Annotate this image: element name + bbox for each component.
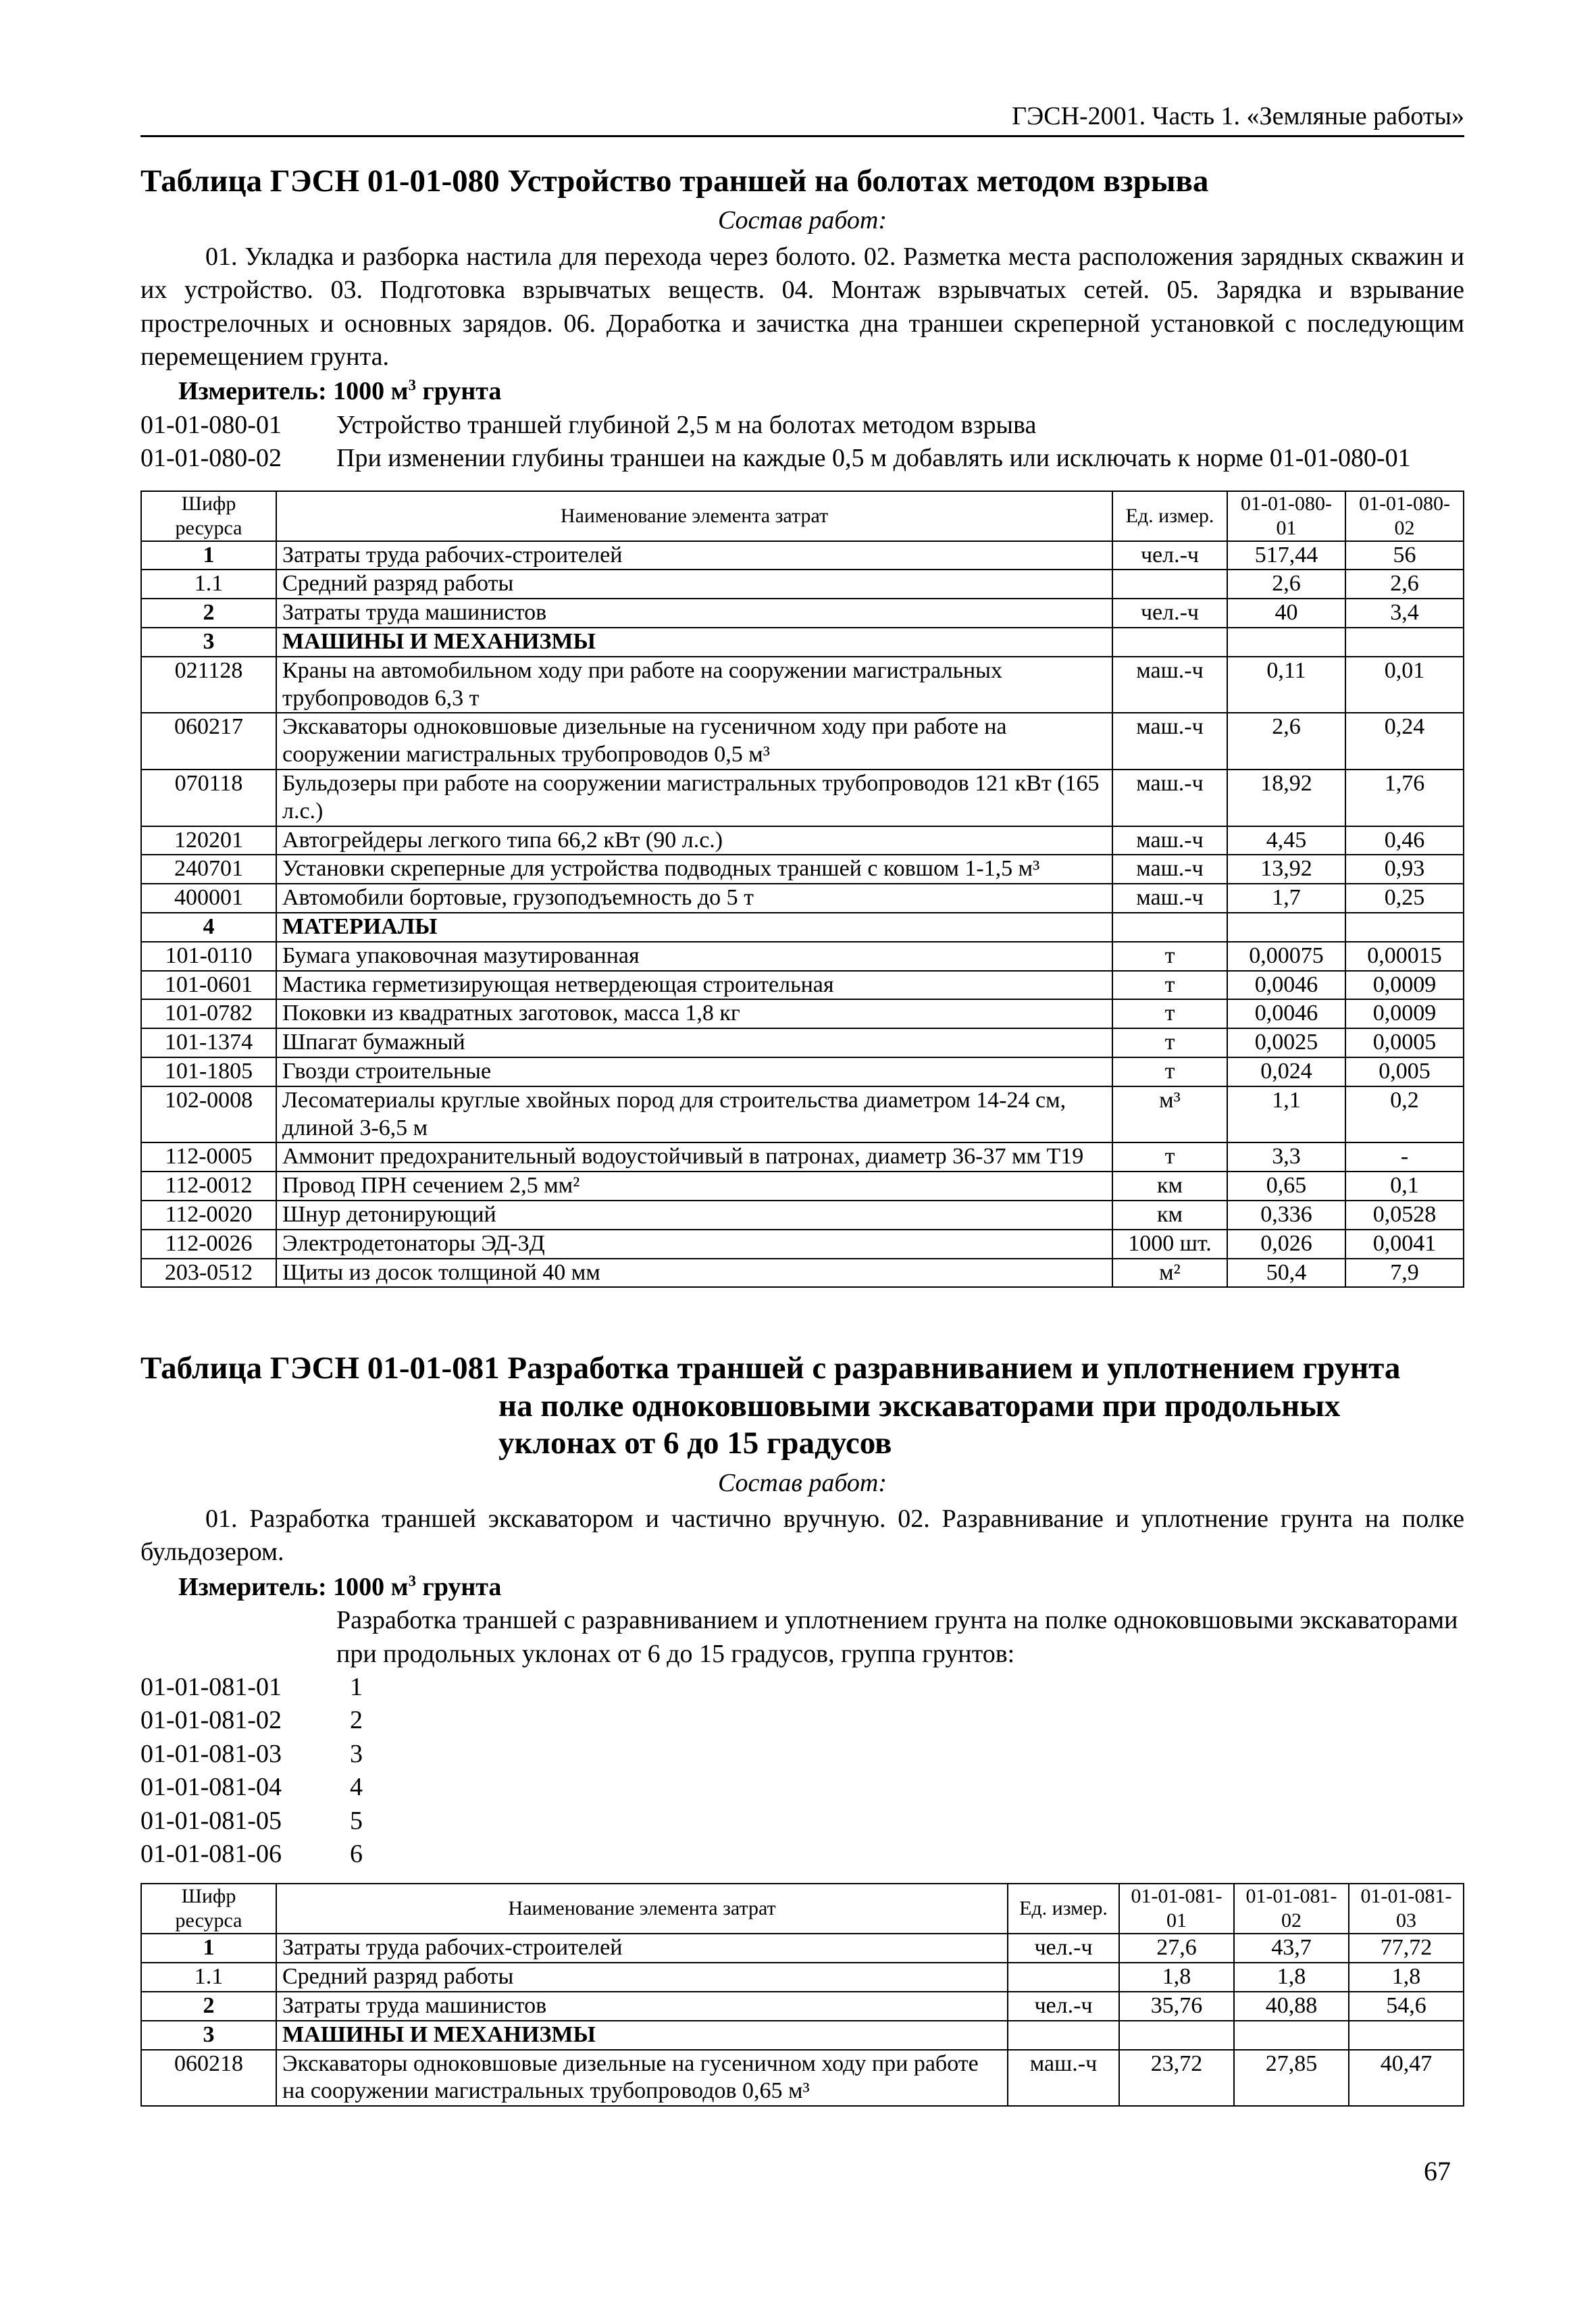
cell-name: Лесоматериалы круглые хвойных пород для строительства диаметром 14-24 см, длиной 3-6,5 м xyxy=(276,1086,1112,1143)
norm-code: 01-01-081-06 xyxy=(140,1839,282,1868)
cell-name: Провод ПРН сечением 2,5 мм² xyxy=(276,1172,1112,1201)
table2-title-line1: Таблица ГЭСН 01-01-081 Разработка траншей с разравниванием и уплотнением грунта xyxy=(140,1351,1401,1386)
table1-composition-text: 01. Укладка и разборка настила для перехода через болото. 02. Разметка места расположения зарядных скважин и их устройство. 03. Подготовка взрывчатых веществ. 04. Монтаж взрывчатых сетей. 05. Зарядка и взрывание прострелочных и основных зарядов. 06. Доработка и зачистка дна траншеи скреперной установкой с последующим перемещением грунта. xyxy=(140,242,1464,372)
cell-unit: т xyxy=(1112,942,1227,971)
table-row xyxy=(141,1172,1464,1201)
soil-group: 1 xyxy=(350,1673,363,1701)
cell-value: 77,72 xyxy=(1349,1934,1464,1963)
table2-meter-tail: грунта xyxy=(415,1572,502,1601)
cell-name: Шпагат бумажный xyxy=(276,1028,1112,1057)
soil-group: 6 xyxy=(350,1839,363,1868)
norm-code: 01-01-081-01 xyxy=(140,1673,282,1701)
cell-name: Бумага упаковочная мазутированная xyxy=(276,942,1112,971)
cell-value xyxy=(1227,628,1345,657)
soil-group: 2 xyxy=(350,1706,363,1735)
table1-body xyxy=(141,541,1464,1288)
cell-value: 27,85 xyxy=(1234,2050,1349,2107)
table-row xyxy=(141,1963,1464,1992)
cell-code: 060217 xyxy=(141,713,276,770)
cell-unit: маш.-ч xyxy=(1112,770,1227,826)
norm-code: 01-01-081-02 xyxy=(140,1706,282,1735)
page-number: 67 xyxy=(1424,2156,1451,2186)
cell-value: 0,026 xyxy=(1227,1230,1345,1259)
cell-value xyxy=(1345,913,1464,942)
cell-code: 1.1 xyxy=(141,570,276,599)
cell-code: 070118 xyxy=(141,770,276,826)
norm-description: При изменении глубины траншеи на каждые 0,5 м добавлять или исключать к норме 01-01-080-01 xyxy=(336,444,1411,473)
cell-unit: маш.-ч xyxy=(1112,713,1227,770)
norm-code: 01-01-081-04 xyxy=(140,1773,282,1802)
cell-value: 0,0041 xyxy=(1345,1230,1464,1259)
table-row xyxy=(141,628,1464,657)
cell-name: Автомобили бортовые, грузоподъемность до 5 т xyxy=(276,884,1112,913)
header-unit: Ед. измер. xyxy=(1008,1884,1119,1934)
table2-code-list xyxy=(140,1671,1464,1871)
cell-name: Электродетонаторы ЭД-3Д xyxy=(276,1230,1112,1259)
table1-norms xyxy=(140,491,1464,1288)
cell-unit: м³ xyxy=(1112,1086,1227,1143)
cell-code: 1 xyxy=(141,1934,276,1963)
cell-unit: чел.-ч xyxy=(1008,1934,1119,1963)
cell-value: 0,0046 xyxy=(1227,999,1345,1028)
cell-code: 060218 xyxy=(141,2050,276,2107)
cell-value: 2,6 xyxy=(1227,570,1345,599)
cell-code: 4 xyxy=(141,913,276,942)
table-row xyxy=(141,599,1464,628)
table-row xyxy=(141,942,1464,971)
cell-unit: т xyxy=(1112,1142,1227,1172)
cell-name: Затраты труда машинистов xyxy=(276,599,1112,628)
table-row xyxy=(141,1028,1464,1057)
table-row xyxy=(141,2021,1464,2050)
cell-value: 0,46 xyxy=(1345,826,1464,855)
table-header-row xyxy=(141,491,1464,541)
cell-code: 1 xyxy=(141,541,276,570)
header-col2: 01-01-080-02 xyxy=(1345,491,1464,541)
table-row xyxy=(141,770,1464,826)
cell-name: Экскаваторы одноковшовые дизельные на гусеничном ходу при работе на сооружении магистральных трубопроводов 0,5 м³ xyxy=(276,713,1112,770)
cell-value xyxy=(1234,2021,1349,2050)
cell-value: 56 xyxy=(1345,541,1464,570)
table-row xyxy=(141,826,1464,855)
cell-unit: маш.-ч xyxy=(1112,884,1227,913)
cell-name: МАТЕРИАЛЫ xyxy=(276,913,1112,942)
cell-value: 0,1 xyxy=(1345,1172,1464,1201)
table1-meter-label: Измеритель: 1000 м xyxy=(178,377,409,406)
code-list-item xyxy=(140,1704,1464,1737)
soil-group: 5 xyxy=(350,1806,363,1835)
table1-composition-label: Состав работ: xyxy=(717,206,887,235)
cell-value: 0,0005 xyxy=(1345,1028,1464,1057)
cell-name: МАШИНЫ И МЕХАНИЗМЫ xyxy=(276,628,1112,657)
cell-code: 2 xyxy=(141,1992,276,2021)
cell-code: 112-0012 xyxy=(141,1172,276,1201)
cell-unit: чел.-ч xyxy=(1112,599,1227,628)
cell-name: Краны на автомобильном ходу при работе на сооружении магистральных трубопроводов 6,3 т xyxy=(276,657,1112,713)
cell-name: Аммонит предохранительный водоустойчивый в патронах, диаметр 36-37 мм Т19 xyxy=(276,1142,1112,1172)
cell-unit: м² xyxy=(1112,1259,1227,1288)
cell-code: 112-0005 xyxy=(141,1142,276,1172)
soil-group: 3 xyxy=(350,1739,363,1768)
norm-description: Устройство траншей глубиной 2,5 м на болотах методом взрыва xyxy=(336,410,1037,439)
cell-value: 0,0528 xyxy=(1345,1201,1464,1230)
norm-code: 01-01-081-05 xyxy=(140,1806,282,1835)
cell-value: 0,0046 xyxy=(1227,971,1345,1000)
cell-unit xyxy=(1008,2021,1119,2050)
cell-value: 1,7 xyxy=(1227,884,1345,913)
cell-code: 101-0782 xyxy=(141,999,276,1028)
table-row xyxy=(141,971,1464,1000)
cell-value: 40,88 xyxy=(1234,1992,1349,2021)
cell-name: Затраты труда машинистов xyxy=(276,1992,1008,2021)
table1-meter-tail: грунта xyxy=(415,377,502,406)
table-row xyxy=(141,1230,1464,1259)
cell-value: 2,6 xyxy=(1227,713,1345,770)
table2-body xyxy=(141,1934,1464,2106)
cell-value: 0,65 xyxy=(1227,1172,1345,1201)
cell-value xyxy=(1227,913,1345,942)
cell-value: 13,92 xyxy=(1227,855,1345,884)
cell-value: 50,4 xyxy=(1227,1259,1345,1288)
code-list-item xyxy=(140,1805,1464,1838)
cell-code: 3 xyxy=(141,2021,276,2050)
table2-title-line2: на полке одноковшовыми экскаваторами при продольных xyxy=(498,1388,1341,1424)
code-list-item xyxy=(140,1738,1464,1771)
table-row xyxy=(141,884,1464,913)
table2-composition-label: Состав работ: xyxy=(717,1468,887,1497)
cell-value: 54,6 xyxy=(1349,1992,1464,2021)
table2-intro: Разработка траншей с разравниванием и уплотнением грунта на полке одноковшовыми экскаваторами при продольных уклонах от 6 до 15 градусов, группа грунтов: xyxy=(336,1606,1458,1668)
table-row xyxy=(141,657,1464,713)
cell-value: 1,8 xyxy=(1349,1963,1464,1992)
table-row xyxy=(141,1201,1464,1230)
cell-code: 112-0020 xyxy=(141,1201,276,1230)
header-col2: 01-01-081-02 xyxy=(1234,1884,1349,1934)
cell-value: 40,47 xyxy=(1349,2050,1464,2107)
cell-name: Установки скреперные для устройства подводных траншей с ковшом 1-1,5 м³ xyxy=(276,855,1112,884)
code-list-item xyxy=(140,1838,1464,1871)
table-row xyxy=(141,1057,1464,1086)
cell-value: 517,44 xyxy=(1227,541,1345,570)
cell-code: 3 xyxy=(141,628,276,657)
cell-name: Средний разряд работы xyxy=(276,1963,1008,1992)
cell-code: 1.1 xyxy=(141,1963,276,1992)
cell-unit: маш.-ч xyxy=(1112,855,1227,884)
cell-value: 18,92 xyxy=(1227,770,1345,826)
table-row xyxy=(141,999,1464,1028)
cell-value: 27,6 xyxy=(1119,1934,1234,1963)
table-row xyxy=(141,541,1464,570)
header-col3: 01-01-081-03 xyxy=(1349,1884,1464,1934)
cell-unit xyxy=(1112,570,1227,599)
cell-value: 2,6 xyxy=(1345,570,1464,599)
cell-code: 120201 xyxy=(141,826,276,855)
cell-value: 0,2 xyxy=(1345,1086,1464,1143)
cell-value: 0,24 xyxy=(1345,713,1464,770)
cell-value: 0,0025 xyxy=(1227,1028,1345,1057)
cell-value: 0,336 xyxy=(1227,1201,1345,1230)
code-list-item xyxy=(140,409,1464,442)
header-col1: 01-01-081-01 xyxy=(1119,1884,1234,1934)
code-list-item xyxy=(140,442,1464,475)
cell-value: 0,0009 xyxy=(1345,999,1464,1028)
soil-group: 4 xyxy=(350,1773,363,1802)
table2-composition-text: 01. Разработка траншей экскаватором и частично вручную. 02. Разравнивание и уплотнение грунта на полке бульдозером. xyxy=(140,1505,1464,1567)
cell-code: 400001 xyxy=(141,884,276,913)
header-code: Шифр ресурса xyxy=(141,491,276,541)
cell-value: - xyxy=(1345,1142,1464,1172)
cell-unit xyxy=(1112,913,1227,942)
table2-title xyxy=(140,1350,1464,1462)
code-list-item xyxy=(140,1671,1464,1704)
header-code: Шифр ресурса xyxy=(141,1884,276,1934)
cell-value: 0,25 xyxy=(1345,884,1464,913)
table-row xyxy=(141,1992,1464,2021)
cell-name: Затраты труда рабочих-строителей xyxy=(276,1934,1008,1963)
cell-code: 101-1374 xyxy=(141,1028,276,1057)
document-page xyxy=(140,101,1464,2107)
table2-meter-label: Измеритель: 1000 м xyxy=(178,1572,409,1601)
cell-unit: маш.-ч xyxy=(1112,657,1227,713)
table2-meter-sup: 3 xyxy=(408,1572,416,1590)
cell-value xyxy=(1345,628,1464,657)
cell-name: Гвозди строительные xyxy=(276,1057,1112,1086)
cell-value: 0,11 xyxy=(1227,657,1345,713)
cell-value: 0,005 xyxy=(1345,1057,1464,1086)
cell-name: МАШИНЫ И МЕХАНИЗМЫ xyxy=(276,2021,1008,2050)
table-row xyxy=(141,570,1464,599)
table2-title-line3: уклонах от 6 до 15 градусов xyxy=(498,1426,892,1461)
cell-unit: маш.-ч xyxy=(1008,2050,1119,2107)
running-head: ГЭСН-2001. Часть 1. «Земляные работы» xyxy=(140,101,1464,137)
cell-name: Автогрейдеры легкого типа 66,2 кВт (90 л.с.) xyxy=(276,826,1112,855)
cell-code: 101-1805 xyxy=(141,1057,276,1086)
cell-name: Шнур детонирующий xyxy=(276,1201,1112,1230)
cell-code: 112-0026 xyxy=(141,1230,276,1259)
table1-meter xyxy=(178,375,1464,408)
cell-name: Средний разряд работы xyxy=(276,570,1112,599)
table-row xyxy=(141,1259,1464,1288)
cell-value: 1,8 xyxy=(1119,1963,1234,1992)
cell-unit xyxy=(1008,1963,1119,1992)
table-row xyxy=(141,1142,1464,1172)
table-row xyxy=(141,913,1464,942)
header-name: Наименование элемента затрат xyxy=(276,491,1112,541)
cell-unit: чел.-ч xyxy=(1008,1992,1119,2021)
cell-unit: т xyxy=(1112,971,1227,1000)
cell-value: 3,3 xyxy=(1227,1142,1345,1172)
cell-value: 7,9 xyxy=(1345,1259,1464,1288)
table-row xyxy=(141,713,1464,770)
table-header-row xyxy=(141,1884,1464,1934)
cell-value xyxy=(1349,2021,1464,2050)
norm-code: 01-01-080-01 xyxy=(140,410,282,439)
cell-value xyxy=(1119,2021,1234,2050)
norm-code: 01-01-081-03 xyxy=(140,1739,282,1768)
cell-name: Мастика герметизирующая нетвердеющая строительная xyxy=(276,971,1112,1000)
cell-name: Щиты из досок толщиной 40 мм xyxy=(276,1259,1112,1288)
table2-norms xyxy=(140,1883,1464,2107)
cell-value: 35,76 xyxy=(1119,1992,1234,2021)
table-row xyxy=(141,855,1464,884)
header-col1: 01-01-080-01 xyxy=(1227,491,1345,541)
cell-value: 0,00015 xyxy=(1345,942,1464,971)
cell-code: 203-0512 xyxy=(141,1259,276,1288)
cell-unit: км xyxy=(1112,1172,1227,1201)
cell-code: 102-0008 xyxy=(141,1086,276,1143)
code-list-item xyxy=(140,1771,1464,1804)
cell-name: Поковки из квадратных заготовок, масса 1,8 кг xyxy=(276,999,1112,1028)
cell-code: 021128 xyxy=(141,657,276,713)
cell-name: Бульдозеры при работе на сооружении магистральных трубопроводов 121 кВт (165 л.с.) xyxy=(276,770,1112,826)
cell-unit: т xyxy=(1112,1028,1227,1057)
cell-value: 0,024 xyxy=(1227,1057,1345,1086)
table2-meter xyxy=(178,1571,1464,1604)
cell-name: Экскаваторы одноковшовые дизельные на гусеничном ходу при работе на сооружении магистральных трубопроводов 0,65 м³ xyxy=(276,2050,1008,2107)
cell-value: 1,1 xyxy=(1227,1086,1345,1143)
table-row xyxy=(141,1934,1464,1963)
cell-value: 1,8 xyxy=(1234,1963,1349,1992)
cell-code: 240701 xyxy=(141,855,276,884)
cell-code: 2 xyxy=(141,599,276,628)
cell-name: Затраты труда рабочих-строителей xyxy=(276,541,1112,570)
cell-value: 4,45 xyxy=(1227,826,1345,855)
cell-value: 1,76 xyxy=(1345,770,1464,826)
cell-unit: чел.-ч xyxy=(1112,541,1227,570)
cell-value: 23,72 xyxy=(1119,2050,1234,2107)
cell-unit: км xyxy=(1112,1201,1227,1230)
cell-unit xyxy=(1112,628,1227,657)
table1-code-list xyxy=(140,409,1464,476)
norm-code: 01-01-080-02 xyxy=(140,444,282,473)
cell-unit: 1000 шт. xyxy=(1112,1230,1227,1259)
table-row xyxy=(141,1086,1464,1143)
cell-value: 43,7 xyxy=(1234,1934,1349,1963)
table1-meter-sup: 3 xyxy=(408,376,416,394)
cell-value: 40 xyxy=(1227,599,1345,628)
header-name: Наименование элемента затрат xyxy=(276,1884,1008,1934)
cell-unit: т xyxy=(1112,1057,1227,1086)
cell-value: 0,01 xyxy=(1345,657,1464,713)
cell-unit: маш.-ч xyxy=(1112,826,1227,855)
cell-code: 101-0110 xyxy=(141,942,276,971)
table-row xyxy=(141,2050,1464,2107)
cell-value: 3,4 xyxy=(1345,599,1464,628)
cell-unit: т xyxy=(1112,999,1227,1028)
cell-value: 0,00075 xyxy=(1227,942,1345,971)
cell-code: 101-0601 xyxy=(141,971,276,1000)
cell-value: 0,0009 xyxy=(1345,971,1464,1000)
table1-title: Таблица ГЭСН 01-01-080 Устройство траншей на болотах методом взрыва xyxy=(140,164,1209,199)
cell-value: 0,93 xyxy=(1345,855,1464,884)
header-unit: Ед. измер. xyxy=(1112,491,1227,541)
